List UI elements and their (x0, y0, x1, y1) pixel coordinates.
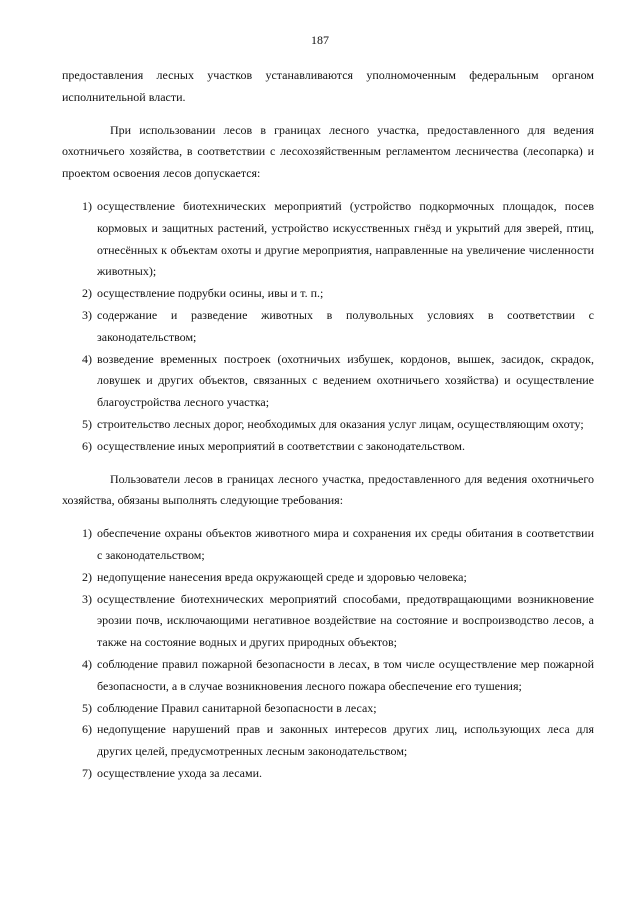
list-item-number: 2) (82, 569, 92, 584)
list-item-text: соблюдение правил пожарной безопасности в лесах, в том числе осуществление мер пожарной безопасности, а в случае возникновения лесного пожара обеспечение его тушения; (97, 656, 594, 693)
list-item-text: осуществление подрубки осины, ивы и т. п.; (97, 286, 324, 301)
list-item-number: 3) (82, 307, 92, 322)
list-item (62, 305, 594, 349)
paragraph-permitted-uses-intro: При использовании лесов в границах лесного участка, предоставленного для ведения охотничьего хозяйства, в соответствии с лесохозяйственным регламентом лесничества (лесопарка) и проектом освоения лесов допускается: (62, 122, 594, 181)
list-item-text: недопущение нанесения вреда окружающей среде и здоровью человека; (97, 569, 467, 584)
list-item-text: осуществление биотехнических мероприятий (устройство подкормочных площадок, посев кормовых и защитных растений, устройство искусственных гнёзд и укрытий для зверей, птиц, отнесённых к объектам охоты и другие мероприятия, направленные на увеличение численности животных); (97, 198, 594, 279)
list-item (62, 414, 594, 436)
list-item-text: осуществление биотехнических мероприятий способами, предотвращающими возникновение эрозии почв, исключающими негативное воздействие на состояние и воспроизводство лесов, а также на состояние водных и других природных объектов; (97, 591, 594, 650)
paragraph-spacer (62, 458, 594, 469)
list-item (62, 763, 594, 785)
continuation-paragraph: предоставления лесных участков устанавливаются уполномоченным федеральным органом исполнительной власти. (62, 68, 594, 104)
list-item-text: обеспечение охраны объектов животного мира и сохранения их среды обитания в соответствии с законодательством; (97, 526, 594, 562)
list-item-number: 7) (82, 765, 92, 780)
permitted-uses-list (62, 196, 594, 458)
list-item (62, 698, 594, 720)
list-item-number: 1) (82, 198, 92, 213)
list-item-text: осуществление иных мероприятий в соответствии с законодательством. (97, 438, 466, 453)
list-item-number: 4) (82, 656, 92, 671)
list-item (62, 349, 594, 414)
list-item (62, 523, 594, 567)
list-item-number: 3) (82, 591, 92, 606)
list-item-number: 5) (82, 416, 92, 431)
list-item-number: 4) (82, 351, 92, 366)
list-item-text: содержание и разведение животных в полувольных условиях в соответствии с законодательством; (97, 307, 594, 344)
list-item-number: 2) (82, 286, 92, 301)
list-item (62, 436, 594, 458)
list-item-number: 6) (82, 722, 92, 737)
document-body (62, 65, 594, 785)
list-item (62, 567, 594, 589)
obligations-list (62, 523, 594, 785)
paragraph-spacer (62, 185, 594, 196)
list-item-text: соблюдение Правил санитарной безопасности в лесах; (97, 700, 377, 715)
list-item (62, 283, 594, 305)
paragraph-spacer (62, 109, 594, 120)
list-item (62, 196, 594, 283)
list-item (62, 719, 594, 763)
list-item-number: 5) (82, 700, 92, 715)
list-item-text: возведение временных построек (охотничьих избушек, кордонов, вышек, засидок, скрадок, ловушек и других объектов, связанных с ведением охотничьего хозяйства) и осуществление благоустройства лесного участка; (97, 351, 594, 410)
page-number: 187 (311, 33, 329, 47)
list-item-text: недопущение нарушений прав и законных интересов других лиц, использующих леса для других целей, предусмотренных лесным законодательством; (97, 722, 594, 759)
list-item-number: 6) (82, 438, 92, 453)
paragraph-obligations-intro: Пользователи лесов в границах лесного участка, предоставленного для ведения охотничьего хозяйства, обязаны выполнять следующие требования: (62, 471, 594, 508)
list-item (62, 589, 594, 654)
list-item-text: осуществление ухода за лесами. (97, 765, 263, 780)
paragraph-spacer (62, 512, 594, 523)
list-item-text: строительство лесных дорог, необходимых для оказания услуг лицам, осуществляющим охоту; (97, 416, 584, 431)
list-item-number: 1) (82, 526, 92, 541)
list-item (62, 654, 594, 698)
